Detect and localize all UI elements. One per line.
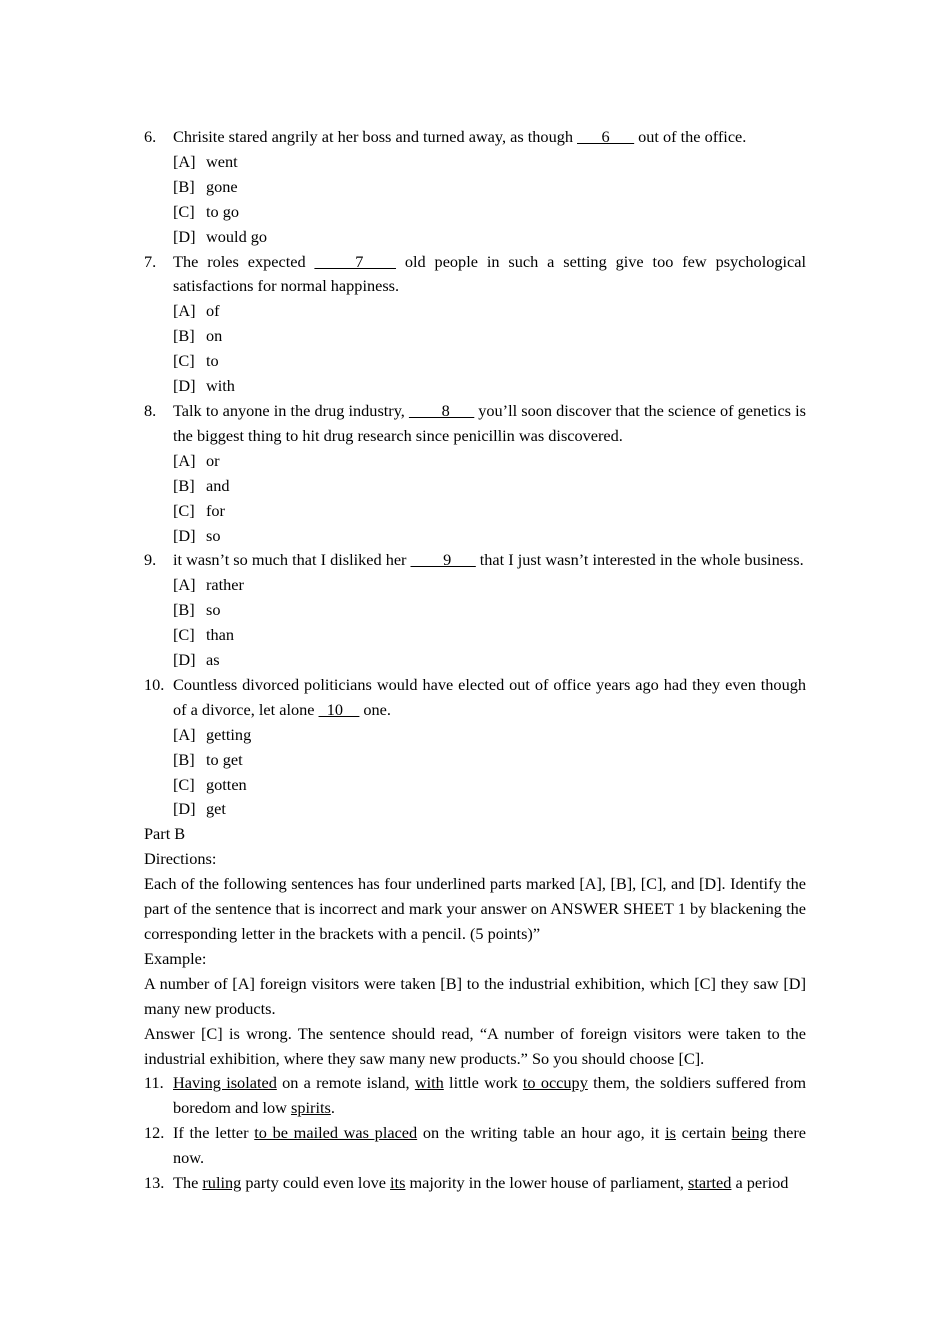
question-list (144, 125, 806, 822)
option-text: getting (206, 724, 252, 744)
option-letter: [D] (173, 650, 196, 670)
answer-option (144, 499, 806, 524)
sentence-segment: . (330, 1098, 335, 1118)
answer-option (144, 225, 806, 250)
error-item (144, 1121, 806, 1171)
answer-option (144, 150, 806, 175)
option-letter: [D] (173, 799, 196, 819)
question-text-before: Countless divorced politicians would have elected out of office years ago had they even though of a divorce, let alone (173, 674, 806, 719)
sentence-segment: little work (443, 1073, 523, 1093)
sentence-segment: If the letter (173, 1123, 255, 1143)
item-number: 12. (144, 1123, 165, 1143)
question-number: 6. (144, 127, 157, 146)
option-letter: [D] (173, 525, 196, 545)
sentence-segment: The (173, 1173, 203, 1193)
answer-option (144, 200, 806, 225)
answer-option (144, 573, 806, 598)
sentence-segment: on the writing table an hour ago, it (417, 1123, 666, 1143)
sentence-segment: there now. (173, 1123, 807, 1168)
question-text-after: that I just wasn’t interested in the whole business. (475, 550, 804, 570)
sentence-segment: a period (731, 1173, 789, 1193)
question-item (144, 673, 806, 723)
answer-option (144, 598, 806, 623)
answer-option (144, 773, 806, 798)
sentence-segment: majority in the lower house of parliament, (405, 1173, 689, 1193)
question-item (144, 125, 806, 150)
example-label: Example: (144, 948, 207, 968)
option-letter: [B] (173, 600, 195, 620)
answer-option (144, 175, 806, 200)
answer-blank: _____7____ (314, 251, 396, 271)
underlined-part: spirits (291, 1098, 331, 1118)
option-text: with (206, 376, 235, 396)
sentence-segment: party could even love (241, 1173, 391, 1193)
question-item (144, 399, 806, 449)
answer-option (144, 374, 806, 399)
answer-blank: ____9___ (410, 550, 476, 570)
question-text-before: Talk to anyone in the drug industry, (173, 400, 409, 420)
answer-option (144, 524, 806, 549)
directions-text: Each of the following sentences has four underlined parts marked [A], [B], [C], and [D]. Identify the part of the sentence that is incorrect and mark your answer on ANSWER SHEET 1 by blackening the corresponding letter in the brackets with a pencil. (5 points)” (144, 874, 806, 943)
question-text (173, 399, 806, 449)
underlined-part: is (665, 1123, 676, 1143)
underlined-part: being (731, 1123, 768, 1143)
option-text: so (206, 525, 221, 545)
part-b-heading: Part B (144, 824, 186, 844)
option-letter: [D] (173, 376, 196, 396)
option-text: so (206, 600, 221, 620)
option-letter: [C] (173, 351, 195, 371)
sentence-segment: certain (675, 1123, 732, 1143)
question-text-after: one. (359, 699, 391, 719)
question-text (173, 250, 806, 300)
option-text: to go (206, 201, 240, 221)
answer-blank: ____8___ (409, 400, 475, 420)
option-letter: [A] (173, 301, 196, 321)
option-text: to (206, 351, 219, 371)
underlined-part: ruling (202, 1173, 242, 1193)
option-text: than (206, 625, 235, 645)
sentence-segment: on a remote island, (276, 1073, 415, 1093)
answer-option (144, 748, 806, 773)
answer-option (144, 324, 806, 349)
option-text: of (206, 301, 220, 321)
option-letter: [D] (173, 226, 196, 246)
question-text-before: The roles expected (173, 251, 315, 271)
question-text-after: out of the office. (634, 127, 747, 146)
answer-option (144, 349, 806, 374)
option-text: rather (206, 575, 244, 595)
question-number: 9. (144, 550, 157, 570)
option-letter: [C] (173, 500, 195, 520)
option-text: gone (206, 176, 238, 196)
option-text: to get (206, 749, 243, 769)
option-text: or (206, 450, 220, 470)
question-number: 8. (144, 400, 157, 420)
question-number: 7. (144, 251, 157, 271)
option-text: gotten (206, 774, 247, 794)
answer-option (144, 449, 806, 474)
option-text: went (206, 151, 238, 171)
question-text (173, 125, 806, 150)
example-text: A number of [A] foreign visitors were taken [B] to the industrial exhibition, which [C] they saw [D] many new products. (144, 973, 806, 1018)
answer-blank: _10__ (318, 699, 360, 719)
question-text-after: you’ll soon discover that the science of genetics is the biggest thing to hit drug research since penicillin was discovered. (173, 400, 806, 445)
option-letter: [A] (173, 151, 196, 171)
item-number: 13. (144, 1173, 165, 1193)
option-letter: [C] (173, 201, 195, 221)
question-item (144, 548, 806, 573)
error-item (144, 1071, 806, 1121)
question-text (173, 673, 806, 723)
question-text (173, 548, 806, 573)
answer-option (144, 623, 806, 648)
underlined-part: with (414, 1073, 444, 1093)
underlined-part: started (688, 1173, 732, 1193)
question-text-after: old people in such a setting give too few psychological satisfactions for normal happiness. (173, 251, 806, 296)
item-number: 11. (144, 1073, 164, 1093)
answer-explanation: Answer [C] is wrong. The sentence should read, “A number of foreign visitors were taken to the industrial exhibition, where they saw many new products.” So you should choose [C]. (144, 1023, 806, 1068)
question-text-before: it wasn’t so much that I disliked her (173, 550, 411, 570)
option-letter: [B] (173, 326, 195, 346)
directions-label: Directions: (144, 849, 217, 869)
document-page (144, 125, 806, 1196)
option-letter: [A] (173, 724, 196, 744)
underlined-part: to occupy (522, 1073, 588, 1093)
option-text: would go (206, 226, 268, 246)
option-letter: [A] (173, 450, 196, 470)
option-letter: [C] (173, 774, 195, 794)
option-text: get (206, 799, 226, 819)
item-text (173, 1071, 806, 1121)
question-item (144, 250, 806, 300)
underlined-part: to be mailed was placed (254, 1123, 418, 1143)
question-text-before: Chrisite stared angrily at her boss and turned away, as though (173, 127, 578, 146)
answer-option (144, 648, 806, 673)
error-item (144, 1171, 806, 1196)
option-text: as (206, 650, 220, 670)
underlined-part: Having isolated (173, 1073, 277, 1093)
answer-option (144, 723, 806, 748)
underlined-part: its (390, 1173, 406, 1193)
option-text: on (206, 326, 223, 346)
answer-blank: ___6___ (577, 127, 635, 146)
option-text: for (206, 500, 225, 520)
error-identification-list (144, 1071, 806, 1196)
answer-option (144, 797, 806, 822)
option-letter: [B] (173, 475, 195, 495)
answer-option (144, 299, 806, 324)
option-text: and (206, 475, 230, 495)
option-letter: [C] (173, 625, 195, 645)
option-letter: [B] (173, 749, 195, 769)
question-number: 10. (144, 674, 165, 694)
sentence-segment: them, the soldiers suffered from boredom and low (173, 1073, 807, 1118)
item-text (173, 1121, 806, 1171)
option-letter: [B] (173, 176, 195, 196)
answer-option (144, 474, 806, 499)
option-letter: [A] (173, 575, 196, 595)
item-text (173, 1171, 806, 1196)
